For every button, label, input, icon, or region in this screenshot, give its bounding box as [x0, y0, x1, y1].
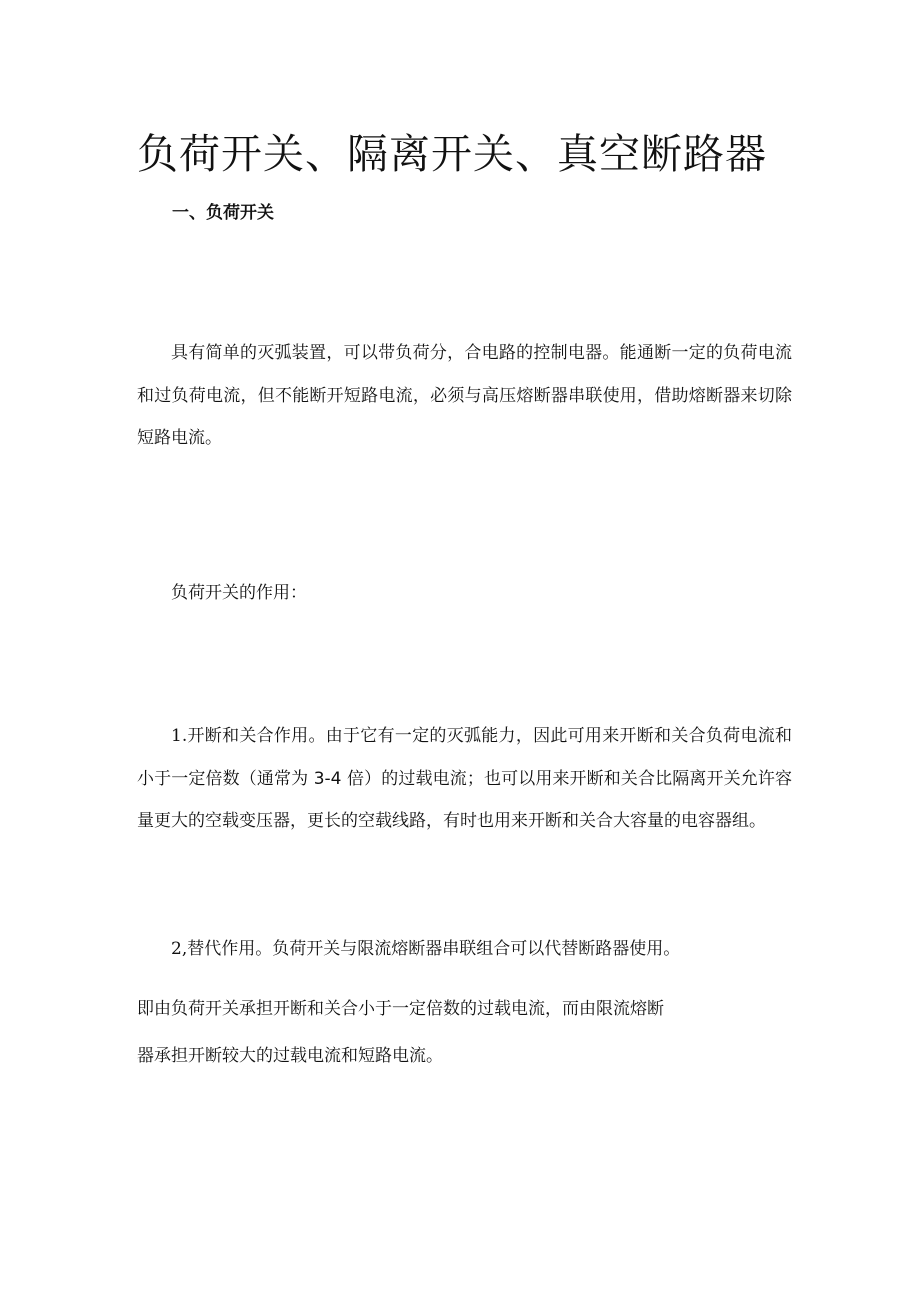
continuation-line-1: 即由负荷开关承担开断和关合小于一定倍数的过载电流，而由限流熔断	[137, 999, 664, 1019]
paragraph-definition: 具有简单的灭弧装置，可以带负荷分，合电路的控制电器。能通断一定的负荷电流和过负荷电流，但不能断开短路电流，必须与高压熔断器串联使用，借助熔断器来切除短路电流。	[137, 343, 792, 448]
list-item-2-text: 替代作用。负荷开关与限流熔断器串联组合可以代替断路器使用。	[187, 939, 681, 959]
section-heading-load-switch: 一、负荷开关	[172, 203, 274, 223]
list-item-2-number: 2,	[171, 939, 188, 959]
paragraph-functions-intro: 负荷开关的作用：	[171, 583, 307, 603]
list-item-2	[137, 928, 792, 971]
list-item-1	[137, 715, 792, 843]
list-item-1-number: 1.	[171, 726, 188, 746]
continuation-line-2: 器承担开断较大的过载电流和短路电流。	[137, 1046, 443, 1066]
list-item-1-text: 开断和关合作用。由于它有一定的灭弧能力，因此可用来开断和关合负荷电流和小于一定倍数（通常为 3-4 倍）的过载电流；也可以用来开断和关合比隔离开关允许容量更大的空载变压器，更长的空载线路，有时也用来开断和关合大容量的电容器组。	[137, 726, 792, 831]
page-title: 负荷开关、隔离开关、真空断路器	[137, 130, 767, 178]
